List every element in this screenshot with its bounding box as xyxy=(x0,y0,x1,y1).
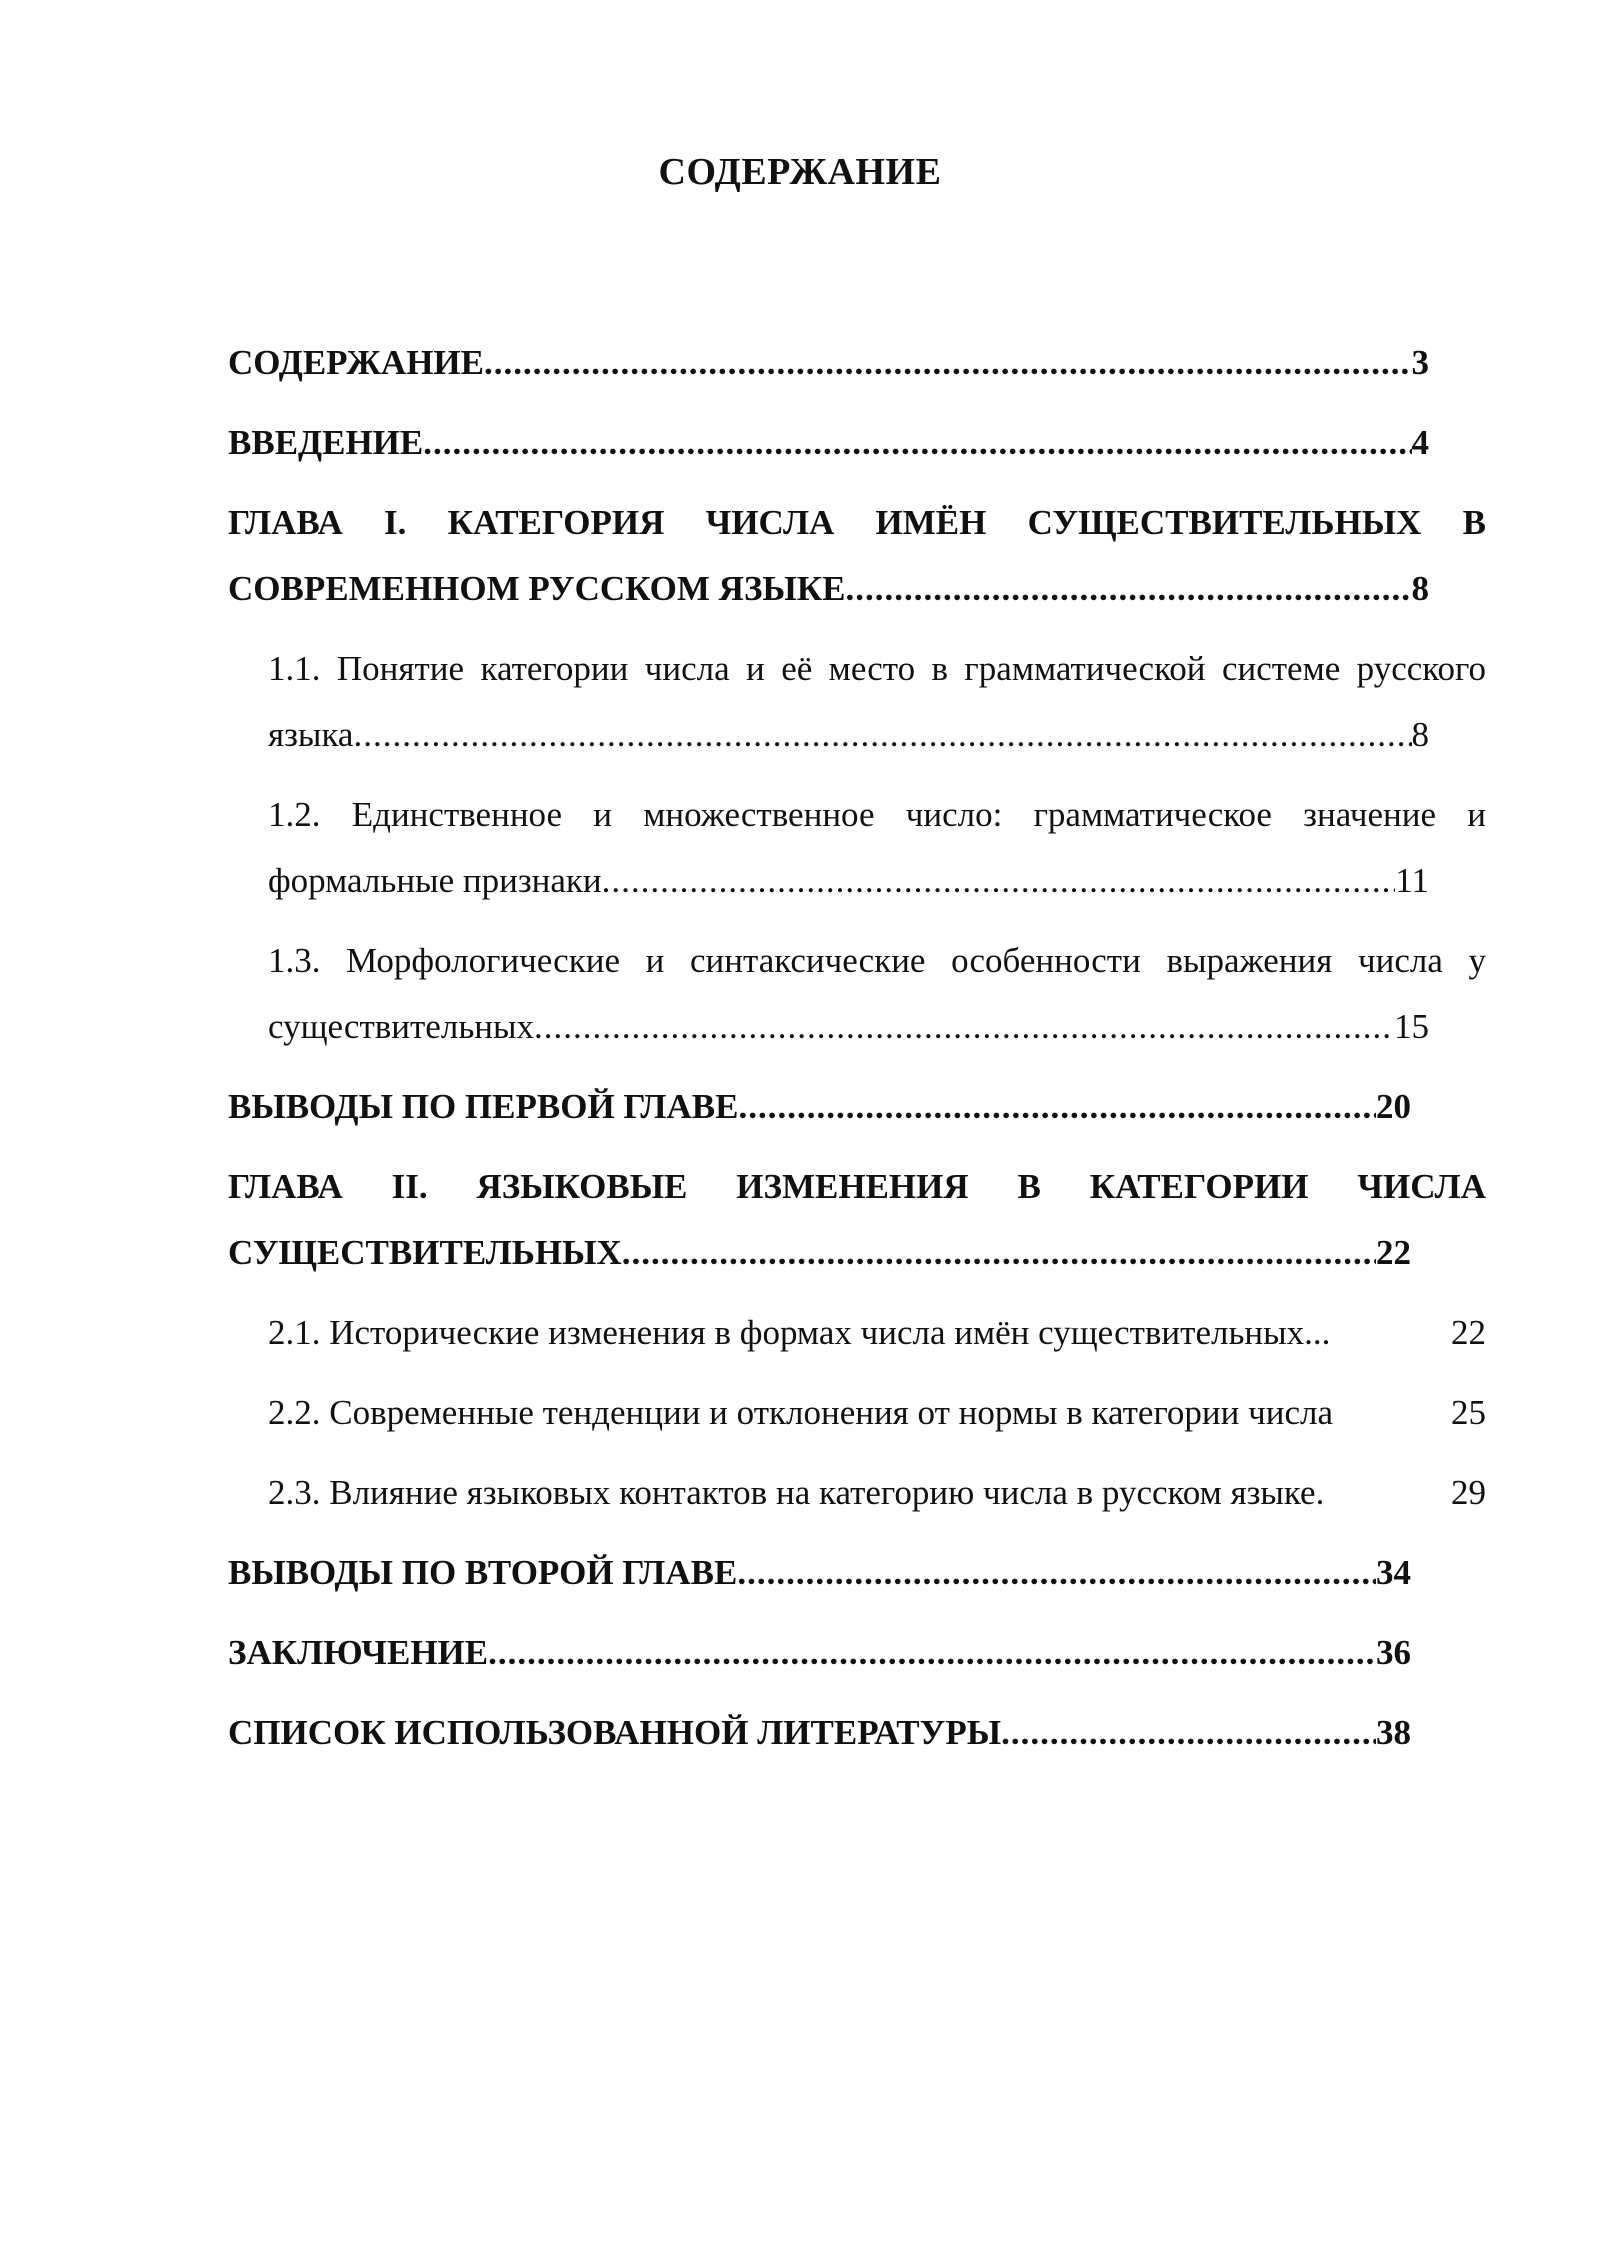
toc-entry-title: СПИСОК ИСПОЛЬЗОВАННОЙ ЛИТЕРАТУРЫ xyxy=(228,1713,1002,1752)
toc-entry-section-2-1[interactable] xyxy=(228,1300,1486,1366)
toc-entry-conclusions-chapter-2[interactable] xyxy=(228,1540,1486,1606)
dot-leader xyxy=(737,1540,1376,1606)
dot-leader xyxy=(423,410,1411,476)
toc-entry-references[interactable] xyxy=(228,1700,1486,1766)
toc-entry-title-line: 1.1. Понятие категории числа и её место в грамматической системе русского xyxy=(268,649,1486,688)
toc-entry-title: ВЫВОДЫ ПО ПЕРВОЙ ГЛАВЕ xyxy=(228,1087,739,1126)
toc-entry-title: ВЫВОДЫ ПО ВТОРОЙ ГЛАВЕ xyxy=(228,1553,738,1592)
toc-entry-section-2-3[interactable] xyxy=(228,1460,1486,1526)
toc-entry-title: 2.3. Влияние языковых контактов на категорию числа в русском языке. xyxy=(268,1473,1334,1512)
toc-entry-title: СУЩЕСТВИТЕЛЬНЫХ xyxy=(228,1233,622,1272)
toc-entry-title: СОВРЕМЕННОМ РУССКОМ ЯЗЫКЕ xyxy=(228,569,846,608)
toc-entry-introduction[interactable] xyxy=(228,410,1486,476)
toc-entry-chapter-2[interactable] xyxy=(228,1154,1486,1286)
toc-entry-section-1-3[interactable] xyxy=(228,928,1486,1060)
toc-page-number: 36 xyxy=(1376,1633,1411,1672)
toc-entry-title: 2.2. Современные тенденции и отклонения от нормы в категории числа xyxy=(268,1393,1334,1432)
toc-entry-contents[interactable] xyxy=(228,330,1486,396)
dot-leader xyxy=(846,556,1412,622)
toc-page-number: 20 xyxy=(1376,1087,1411,1126)
toc-page-number: 8 xyxy=(1411,569,1429,608)
dot-leader xyxy=(488,1620,1376,1686)
toc-page-number: 8 xyxy=(1411,715,1429,754)
toc-page-number: 15 xyxy=(1394,1007,1429,1046)
toc-entry-title: ЗАКЛЮЧЕНИЕ xyxy=(228,1633,489,1672)
toc-entry-section-1-2[interactable] xyxy=(228,782,1486,914)
dot-leader xyxy=(622,1220,1376,1286)
toc-page-number: 22 xyxy=(1376,1233,1411,1272)
toc-entry-title-line: 1.2. Единственное и множественное число: грамматическое значение и xyxy=(268,795,1486,834)
toc-entry-conclusion[interactable] xyxy=(228,1620,1486,1686)
table-of-contents xyxy=(228,330,1486,1780)
toc-entry-title: языка xyxy=(268,715,354,754)
toc-page-number: 29 xyxy=(1451,1473,1486,1512)
toc-entry-title: ВВЕДЕНИЕ xyxy=(228,423,424,462)
page-title: СОДЕРЖАНИЕ xyxy=(658,151,942,193)
toc-entry-title-line: 1.3. Морфологические и синтаксические особенности выражения числа у xyxy=(268,941,1486,980)
dot-leader xyxy=(484,330,1411,396)
toc-page-number: 3 xyxy=(1411,343,1429,382)
toc-entry-chapter-1[interactable] xyxy=(228,490,1486,622)
toc-page-number: 4 xyxy=(1411,423,1429,462)
toc-entry-title-line: ГЛАВА I. КАТЕГОРИЯ ЧИСЛА ИМЁН СУЩЕСТВИТЕЛЬНЫХ В xyxy=(228,503,1486,542)
toc-entry-title: СОДЕРЖАНИЕ xyxy=(228,343,485,382)
toc-page-number: 38 xyxy=(1376,1713,1411,1752)
dot-leader xyxy=(534,994,1394,1060)
dot-leader xyxy=(1001,1700,1376,1766)
toc-entry-conclusions-chapter-1[interactable] xyxy=(228,1074,1486,1140)
toc-page-number: 22 xyxy=(1451,1313,1486,1352)
toc-page-number: 25 xyxy=(1451,1393,1486,1432)
toc-entry-section-1-1[interactable] xyxy=(228,636,1486,768)
toc-entry-title: существительных xyxy=(268,1007,535,1046)
toc-entry-title: формальные признаки xyxy=(268,861,602,900)
toc-page-number: 11 xyxy=(1395,861,1429,900)
dot-leader xyxy=(738,1074,1376,1140)
toc-entry-title-line: ГЛАВА II. ЯЗЫКОВЫЕ ИЗМЕНЕНИЯ В КАТЕГОРИИ ЧИСЛА xyxy=(228,1167,1486,1206)
dot-leader xyxy=(602,848,1396,914)
dot-leader xyxy=(353,702,1411,768)
toc-entry-section-2-2[interactable] xyxy=(228,1380,1486,1446)
toc-page-number: 34 xyxy=(1376,1553,1411,1592)
toc-entry-title: 2.1. Исторические изменения в формах числа имён существительных... xyxy=(268,1313,1331,1352)
